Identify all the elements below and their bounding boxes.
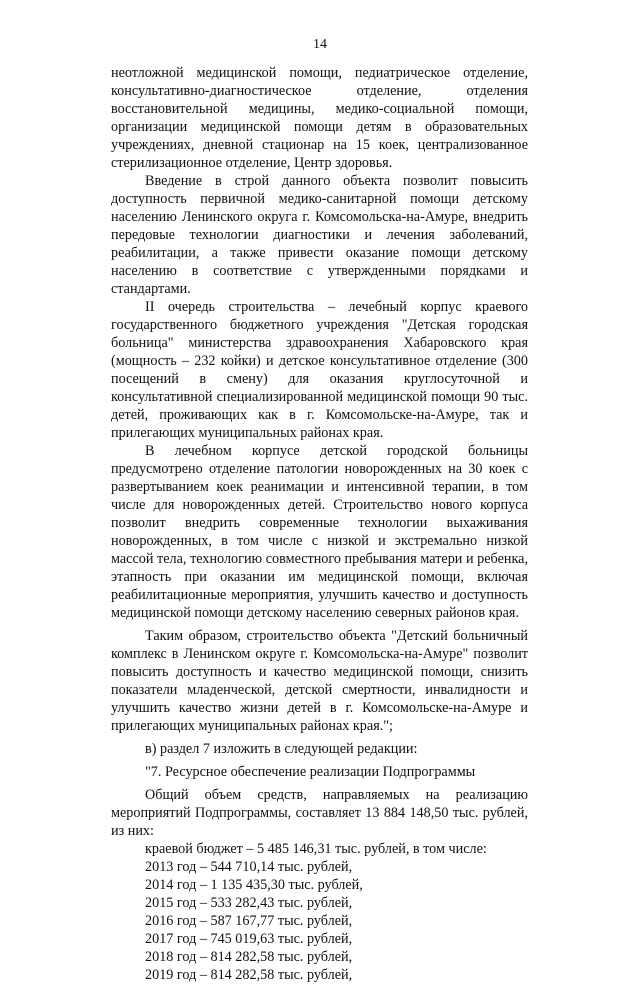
year-line: 2017 год – 745 019,63 тыс. рублей,	[145, 931, 353, 947]
regional-budget-line: краевой бюджет – 5 485 146,31 тыс. рублей, в том числе:	[145, 841, 487, 857]
year-line: 2015 год – 533 282,43 тыс. рублей,	[145, 895, 353, 911]
funding-list	[111, 840, 528, 984]
year-line: 2013 год – 544 710,14 тыс. рублей,	[145, 859, 353, 875]
paragraph: Таким образом, строительство объекта "Детский больничный комплекс в Ленинском округе г. Комсомольска-на-Амуре" позволит повысить доступность и качество медицинской помощи, снизить показатели младенческой, детской смертности, инвалидности и улучшить качество жизни детей в г. Комсомольске-на-Амуре и прилегающих муниципальных районах края.";	[111, 628, 528, 734]
year-line: 2019 год – 814 282,58 тыс. рублей,	[145, 967, 353, 983]
year-line: 2014 год – 1 135 435,30 тыс. рублей,	[145, 877, 363, 893]
paragraph: неотложной медицинской помощи, педиатрическое отделение, консультативно-диагностическое отделение, отделения восстановительной медицины, медико-социальной помощи, организации медицинской помощи детям в образовательных учреждениях, дневной стационар на 15 коек, централизованное стерилизационное отделение, Центр здоровья.	[111, 65, 528, 171]
document-body	[111, 64, 528, 984]
section-heading: "7. Ресурсное обеспечение реализации Подпрограммы	[145, 764, 476, 780]
paragraph: В лечебном корпусе детской городской больницы предусмотрено отделение патологии новорожденных на 30 коек с развертыванием коек реанимации и интенсивной терапии, в том числе для новорожденных детей. Строительство нового корпуса позволит внедрить современные технологии выхаживания новорожденных, в том числе с низкой и экстремально низкой массой тела, технологию совместного пребывания матери и ребенка, этапность при оказании им медицинской помощи, включая реабилитационные мероприятия, улучшить качество и доступность медицинской помощи детскому населению северных районов края.	[111, 443, 528, 621]
instruction-line: в) раздел 7 изложить в следующей редакции:	[145, 741, 418, 757]
page-number: 14	[313, 37, 327, 52]
paragraph: Введение в строй данного объекта позволит повысить доступность первичной медико-санитарной помощи детскому населению Ленинского округа г. Комсомольска-на-Амуре, внедрить передовые технологии диагностики и лечения заболеваний, реабилитации, а также привести оказание помощи детскому населению в соответствие с утвержденными порядками и стандартами.	[111, 173, 528, 297]
year-line: 2018 год – 814 282,58 тыс. рублей,	[145, 949, 353, 965]
year-line: 2016 год – 587 167,77 тыс. рублей,	[145, 913, 353, 929]
paragraph: II очередь строительства – лечебный корпус краевого государственного бюджетного учреждения "Детская городская больница" министерства здравоохранения Хабаровского края (мощность – 232 койки) и детское консультативное отделение (300 посещений в смену) для оказания круглосуточной и консультативной специализированной медицинской помощи 90 тыс. детей, проживающих как в г. Комсомольске-на-Амуре, так и прилегающих муниципальных районах края.	[111, 299, 528, 441]
funding-intro: Общий объем средств, направляемых на реализацию мероприятий Подпрограммы, составляет 13 884 148,50 тыс. рублей, из них:	[111, 787, 528, 839]
